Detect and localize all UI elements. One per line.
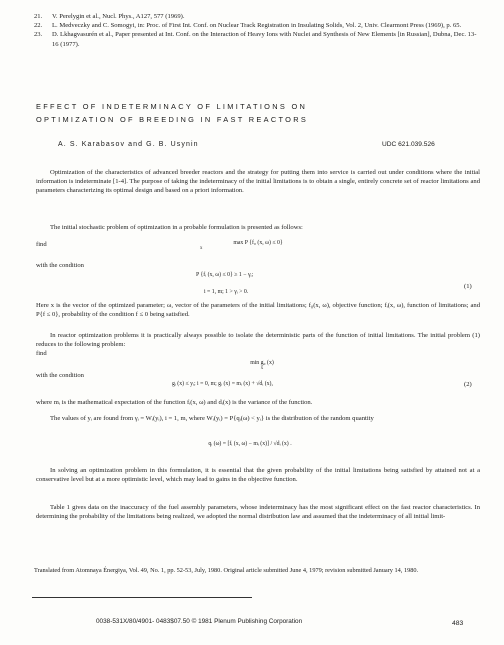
reference-list xyxy=(34,12,480,49)
paragraph: Table 1 gives data on the inaccuracy of the fuel assembly parameters, whose indeterminacy has the most significant effect on the fast reactor characteristics. In determining the probability of the limitations being realized, we adopted the normal distribution law and assumed that the indeterminacy of all initial limit- xyxy=(36,504,480,521)
equation-condition: gᵢ (x) ≤ yᵢ; i = 0, m; gᵢ (x) = mᵢ (x) + √dᵢ (x), xyxy=(172,381,273,387)
paragraph: Here x is the vector of the optimized parameter; ω, vector of the parameters of the initial limitations; f₀(x, ω), objective function; fᵢ(x, ω), function of limitations; and P{f ≤ 0}, probability of the condition f ≤ 0 being satisfied. xyxy=(36,302,480,319)
condition-label: with the condition xyxy=(36,372,84,379)
footnote-separator xyxy=(32,597,252,598)
authors: A. S. Karabasov and G. B. Usynin xyxy=(58,141,199,148)
equation-max: max P {f₀ (x, ω) ≤ 0} x xyxy=(200,240,283,251)
paragraph: Optimization of the characteristics of advanced breeder reactors and the strategy for putting them into service is carried out under conditions where the initial information is indeterminate [1-4]. The purpose of taking the indeterminacy of the initial limitations is to obtain a single, entirely concrete set of reactor limitations and parameters characterizing its optimal design and based on a priori information. xyxy=(36,169,480,195)
equation-min: min g₀ (x) x xyxy=(250,360,274,371)
paragraph: In reactor optimization problems it is practically always possible to isolate the deterministic parts of the function of initial limitations. The initial problem (1) reduces to the following problem: xyxy=(36,332,480,349)
equation-number: (1) xyxy=(464,283,472,290)
condition-label: with the condition xyxy=(36,262,84,269)
equation-quantity: qᵢ (ω) = [fᵢ (x, ω) − mᵢ (x)] / √dᵢ (x) . xyxy=(208,441,292,447)
reference-item: 23. D. Lkhagvasurén et al., Paper presented at Int. Conf. on the Interaction of Heavy Ions with Nuclei and Synthesis of New Elements [in Russian], Dubna, Dec. 13-16 (1977). xyxy=(34,31,477,48)
equation-condition: P {fᵢ (x, ω) ≤ 0} ≥ 1 − γᵢ; xyxy=(196,272,254,278)
equation-condition: i = 1, m; 1 > γᵢ > 0. xyxy=(204,289,249,295)
find-label: find xyxy=(36,350,47,357)
find-label: find xyxy=(36,241,47,248)
title-line: OPTIMIZATION OF BREEDING IN FAST REACTORS xyxy=(36,114,309,124)
udc-code: UDC 621.039.526 xyxy=(382,141,435,148)
title-line: EFFECT OF INDETERMINACY OF LIMITATIONS ON xyxy=(36,102,308,111)
page-number: 483 xyxy=(452,620,464,627)
paragraph: where mᵢ is the mathematical expectation of the function fᵢ(x, ω) and dᵢ(x) is the variance of the function. xyxy=(36,399,313,406)
reference-item: 21. V. Perelygin et al., Nucl. Phys., A127, 577 (1969). xyxy=(34,13,185,20)
paragraph: The initial stochastic problem of optimization in a probable formulation is presented as follows: xyxy=(50,224,303,231)
copyright-line: 0038-531X/80/4901- 0483$07.50 © 1981 Plenum Publishing Corporation xyxy=(96,618,303,625)
reference-item: 22. L. Medveczky and C. Somogyi, in: Proc. of First Int. Conf. on Nuclear Track Registration in Insulating Solids, Vol. 2, Univ. Clearmont Press (1969), p. 65. xyxy=(34,22,462,30)
paragraph: In solving an optimization problem in this formulation, it is essential that the given probability of the initial limitations being satisfied by attained not at a conservative level but at a more optimistic level, which may lead to gains in the objective function. xyxy=(36,467,480,484)
article-title xyxy=(36,101,308,126)
paragraph: The values of yᵢ are found from γᵢ = Wᵢ(yᵢ), i = 1, m, where Wᵢ(yᵢ) = P{qᵢ(ω) < yᵢ} is the distribution of the random quantity xyxy=(50,415,374,422)
equation-number: (2) xyxy=(464,381,472,388)
translation-note: Translated from Atomnaya Énergiya, Vol. 49, No. 1, pp. 52-53, July, 1980. Original article submitted June 4, 1979; revision submitted January 14, 1980. xyxy=(34,567,419,574)
